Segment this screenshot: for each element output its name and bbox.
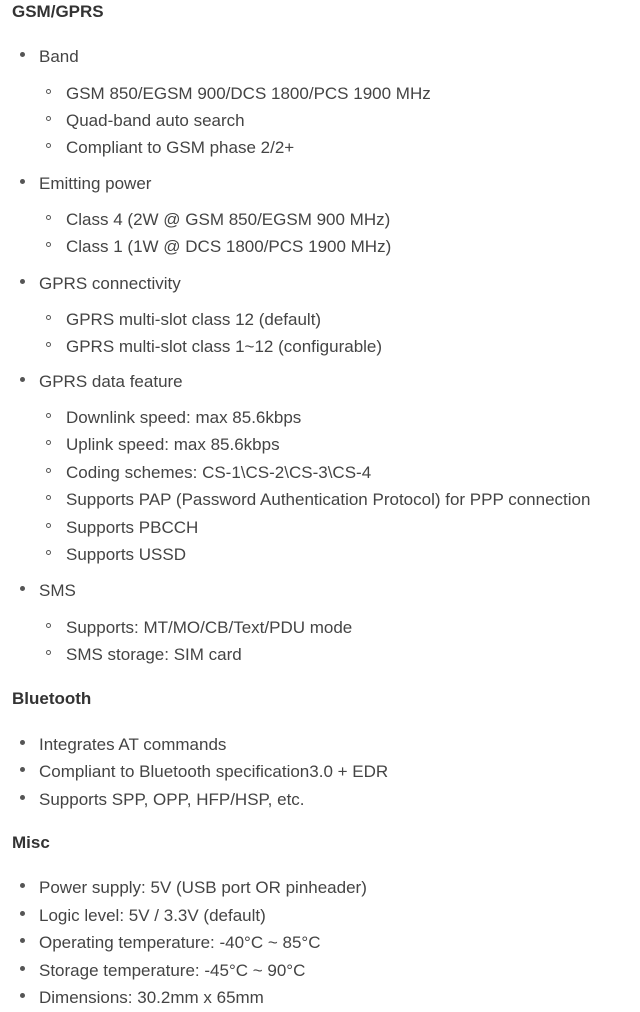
list-item-gprs-connectivity [18, 274, 181, 294]
list-item [45, 237, 391, 257]
list-item-text: Compliant to Bluetooth specification3.0 + EDR [39, 762, 389, 781]
list-item-text: Uplink speed: max 85.6kbps [66, 435, 280, 454]
list-item [45, 645, 242, 665]
list-item [18, 988, 264, 1008]
list-item-sms [18, 581, 76, 601]
list-item-text: Quad-band auto search [66, 111, 245, 130]
list-item-text: Compliant to GSM phase 2/2+ [66, 138, 295, 157]
list-item-text: Supports USSD [66, 545, 186, 564]
list-item [18, 790, 305, 810]
list-item [45, 408, 301, 428]
list-item-text: Class 4 (2W @ GSM 850/EGSM 900 MHz) [66, 210, 391, 229]
list-item-emitting-power [18, 174, 151, 194]
list-item-label: Band [39, 47, 79, 66]
list-item-text: GPRS multi-slot class 12 (default) [66, 310, 322, 329]
list-item [45, 490, 590, 510]
list-item-text: Supports PAP (Password Authentication Protocol) for PPP connection [66, 490, 591, 509]
list-item [45, 210, 390, 230]
list-item-label: GPRS data feature [39, 372, 183, 391]
list-item [45, 310, 321, 330]
section-heading-gsm-gprs: GSM/GPRS [12, 2, 104, 21]
list-item-gprs-data-feature [18, 372, 183, 392]
list-item-text: Supports SPP, OPP, HFP/HSP, etc. [39, 790, 305, 809]
list-item [18, 933, 321, 953]
section-heading-misc: Misc [12, 833, 50, 852]
list-item-text: Class 1 (1W @ DCS 1800/PCS 1900 MHz) [66, 237, 392, 256]
list-item-text: GSM 850/EGSM 900/DCS 1800/PCS 1900 MHz [66, 84, 431, 103]
list-item-text: Dimensions: 30.2mm x 65mm [39, 988, 264, 1007]
list-item-label: GPRS connectivity [39, 274, 181, 293]
list-item-text: Supports PBCCH [66, 518, 199, 537]
list-item-text: Power supply: 5V (USB port OR pinheader) [39, 878, 367, 897]
list-item-band [18, 47, 79, 67]
list-item [45, 138, 294, 158]
list-item [18, 762, 388, 782]
list-item [45, 618, 352, 638]
list-item [45, 435, 280, 455]
list-item [45, 518, 198, 538]
list-item [45, 84, 431, 104]
list-item [18, 961, 305, 981]
list-item [18, 735, 226, 755]
list-item [18, 878, 367, 898]
list-item-text: Logic level: 5V / 3.3V (default) [39, 906, 266, 925]
list-item [45, 545, 186, 565]
list-item-label: SMS [39, 581, 76, 600]
list-item-label: Emitting power [39, 174, 152, 193]
list-item-text: Integrates AT commands [39, 735, 227, 754]
section-heading-bluetooth: Bluetooth [12, 689, 92, 708]
list-item [45, 111, 245, 131]
list-item-text: Downlink speed: max 85.6kbps [66, 408, 302, 427]
list-item-text: Coding schemes: CS-1\CS-2\CS-3\CS-4 [66, 463, 372, 482]
list-item-text: GPRS multi-slot class 1~12 (configurable) [66, 337, 383, 356]
list-item-text: SMS storage: SIM card [66, 645, 242, 664]
list-item-text: Storage temperature: -45°C ~ 90°C [39, 961, 306, 980]
list-item-text: Supports: MT/MO/CB/Text/PDU mode [66, 618, 353, 637]
list-item-text: Operating temperature: -40°C ~ 85°C [39, 933, 321, 952]
list-item [18, 906, 266, 926]
list-item [45, 337, 382, 357]
list-item [45, 463, 371, 483]
